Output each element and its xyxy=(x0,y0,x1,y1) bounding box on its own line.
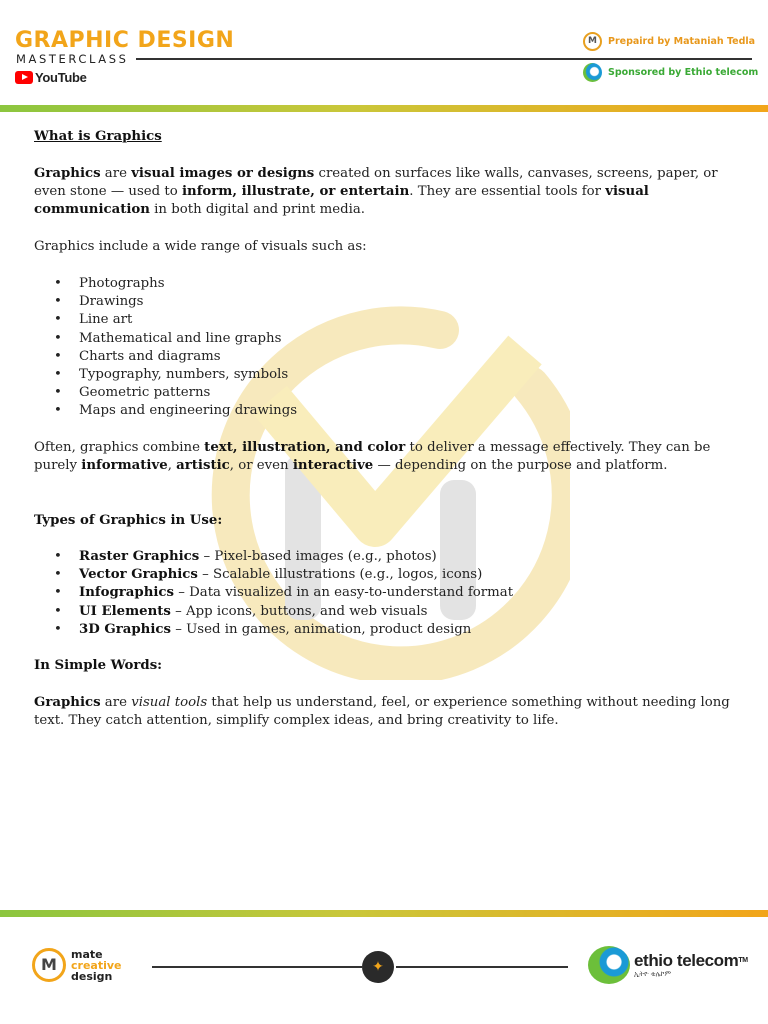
text-bold: inform, illustrate, or entertain xyxy=(181,184,410,200)
mate-m-logo-icon xyxy=(32,948,66,982)
list-item-desc: – Used in games, animation, product design xyxy=(171,621,472,637)
list-item xyxy=(34,621,734,639)
text-run: are xyxy=(100,166,132,181)
text-bold: artistic xyxy=(176,458,230,474)
footer-divider-right xyxy=(396,966,568,968)
list-item xyxy=(34,566,734,584)
mate-logo-line: design xyxy=(71,969,113,983)
text-run: are xyxy=(100,695,132,710)
mate-m-logo-icon xyxy=(583,32,602,51)
text-bold: Graphics xyxy=(34,695,101,710)
ethio-amharic-name: ኢትዮ ቴሌኮም xyxy=(634,970,672,978)
list-item-term: UI Elements xyxy=(79,603,171,619)
text-bold: text, illustration, and color xyxy=(204,440,406,455)
ethio-telecom-footer-logo xyxy=(588,946,748,984)
list-item-term: Infographics xyxy=(79,585,174,601)
text-run: . They are essential tools for xyxy=(409,184,606,200)
brand-title: GRAPHIC DESIGN xyxy=(15,28,235,53)
page-header xyxy=(0,0,768,110)
prepared-by-credit xyxy=(583,32,755,51)
list-item-term: Vector Graphics xyxy=(79,567,198,583)
list-item: • Typography, numbers, symbols xyxy=(34,366,734,384)
heading-in-simple-words: In Simple Words: xyxy=(34,658,163,673)
heading-types-of-graphics: Types of Graphics in Use: xyxy=(34,513,223,528)
ethio-name-line xyxy=(634,952,748,970)
mate-logo-line: creative xyxy=(71,958,122,972)
text-bold: visual images or designs xyxy=(131,166,315,181)
list-item-term: 3D Graphics xyxy=(79,621,171,637)
youtube-logo xyxy=(15,69,87,85)
handshake-icon: ✦ xyxy=(372,959,384,975)
text-run: , or even xyxy=(229,458,293,474)
text-run: created on surfaces like walls, canvases, screens, paper, or even stone — used to xyxy=(34,166,718,200)
graphic-types-list xyxy=(34,548,734,639)
ethio-telecom-wordmark xyxy=(634,952,748,979)
paragraph-combine xyxy=(34,439,734,475)
list-item: • Charts and diagrams xyxy=(34,348,734,366)
ethio-telecom-logo-icon xyxy=(588,946,630,984)
text-bold: visual communication xyxy=(34,184,649,218)
text-run: , xyxy=(167,458,177,474)
brand-subtitle: MASTERCLASS xyxy=(16,52,129,66)
text-bold: Graphics xyxy=(34,166,101,181)
text-run: that help us understand, feel, or experience something without needing long text. They catch attention, simplify complex ideas, and bring creativity to life. xyxy=(34,695,730,729)
list-item xyxy=(34,603,734,621)
text-run: Often, graphics combine xyxy=(34,440,205,455)
footer-divider-left xyxy=(152,966,362,968)
text-run: to deliver a message effectively. They can be purely xyxy=(34,440,711,474)
prepared-by-text: Prepaird by Mataniah Tedla xyxy=(608,36,756,47)
paragraph-summary xyxy=(34,694,734,730)
list-item: • Maps and engineering drawings xyxy=(34,402,734,420)
header-gradient-bar xyxy=(0,105,768,112)
list-item-desc: – Pixel-based images (e.g., photos) xyxy=(199,549,437,564)
youtube-play-icon xyxy=(15,71,33,84)
text-italic: visual tools xyxy=(131,695,208,710)
list-item-desc: – Scalable illustrations (e.g., logos, icons) xyxy=(197,567,483,583)
list-item: • Geometric patterns xyxy=(34,384,734,402)
heading-what-is-graphics: What is Graphics xyxy=(34,129,162,144)
paragraph-intro-list: Graphics include a wide range of visuals such as: xyxy=(34,239,367,254)
list-item: • Mathematical and line graphs xyxy=(34,330,734,348)
text-run: in both digital and print media. xyxy=(149,202,366,218)
ethio-name: ethio telecom xyxy=(634,950,739,970)
list-item xyxy=(34,584,734,602)
footer-gradient-bar xyxy=(0,910,768,917)
list-item-desc: – App icons, buttons, and web visuals xyxy=(170,603,428,619)
mate-logo-line: mate xyxy=(71,947,103,961)
footer-badge xyxy=(362,951,394,983)
text-bold: interactive xyxy=(292,458,374,474)
list-item: • Drawings xyxy=(34,293,734,311)
text-bold: informative xyxy=(81,458,168,474)
list-item xyxy=(34,548,734,566)
sponsored-by-text: Sponsored by Ethio telecom xyxy=(608,67,759,78)
text-run: — depending on the purpose and platform. xyxy=(373,458,668,474)
list-item-desc: – Data visualized in an easy-to-understand format xyxy=(174,585,514,601)
ethio-telecom-logo-icon xyxy=(583,63,602,82)
list-item-term: Raster Graphics xyxy=(79,549,200,564)
list-item: • Line art xyxy=(34,311,734,329)
trademark-mark: TM xyxy=(738,956,748,964)
visual-types-list xyxy=(34,275,734,421)
sponsored-by-credit xyxy=(583,63,758,82)
mate-logo-text xyxy=(71,949,122,982)
paragraph-definition xyxy=(34,165,734,220)
mate-creative-design-logo xyxy=(32,948,122,982)
list-item: • Photographs xyxy=(34,275,734,293)
header-divider xyxy=(136,58,752,60)
youtube-label: YouTube xyxy=(35,69,87,85)
